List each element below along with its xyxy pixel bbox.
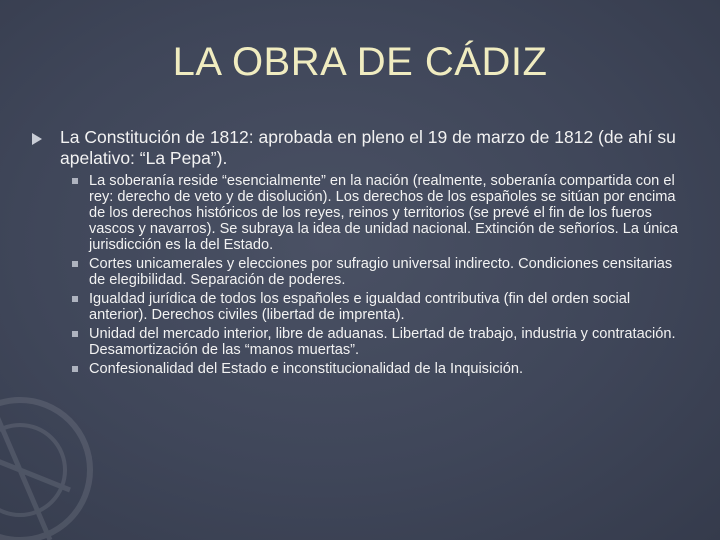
sub-bullet-item — [72, 326, 692, 358]
watermark-decoration-icon — [0, 360, 100, 540]
sub-bullet-item — [72, 291, 692, 323]
sub-bullet-item — [72, 361, 692, 377]
triangle-arrow-icon — [32, 133, 42, 145]
sub-bullet-text: Cortes unicamerales y elecciones por sufragio universal indirecto. Condiciones censitarias de elegibilidad. Separación de poderes. — [89, 256, 673, 288]
square-bullet-icon — [72, 296, 78, 302]
sub-bullet-text: La soberanía reside “esencialmente” en la nación (realmente, soberanía compartida con el rey: derecho de veto y de disolución). Los derechos de los españoles se sitúan por encima de los derechos históricos de los reyes, reinos y territorios (se prevé el fin de los fueros vascos y navarros). Se subraya la idea de unidad nacional. Extinción de señoríos. La única jurisdicción es la del Estado. — [89, 173, 678, 253]
square-bullet-icon — [72, 178, 78, 184]
slide-title: LA OBRA DE CÁDIZ — [172, 40, 548, 84]
square-bullet-icon — [72, 366, 78, 372]
sub-bullet-text: Confesionalidad del Estado e inconstitucionalidad de la Inquisición. — [89, 361, 524, 377]
sub-bullet-list — [72, 173, 692, 380]
sub-bullet-item — [72, 256, 692, 288]
square-bullet-icon — [72, 331, 78, 337]
sub-bullet-text: Unidad del mercado interior, libre de aduanas. Libertad de trabajo, industria y contratación. Desamortización de las “manos muertas”. — [89, 326, 676, 358]
main-bullet-text: La Constitución de 1812: aprobada en pleno el 19 de marzo de 1812 (de ahí su apelativo: “La Pepa”). — [60, 127, 676, 168]
sub-bullet-item — [72, 173, 692, 253]
main-bullet-item — [32, 127, 692, 169]
sub-bullet-text: Igualdad jurídica de todos los españoles e igualdad contributiva (fin del orden social anterior). Derechos civiles (libertad de imprenta). — [89, 291, 631, 323]
square-bullet-icon — [72, 261, 78, 267]
